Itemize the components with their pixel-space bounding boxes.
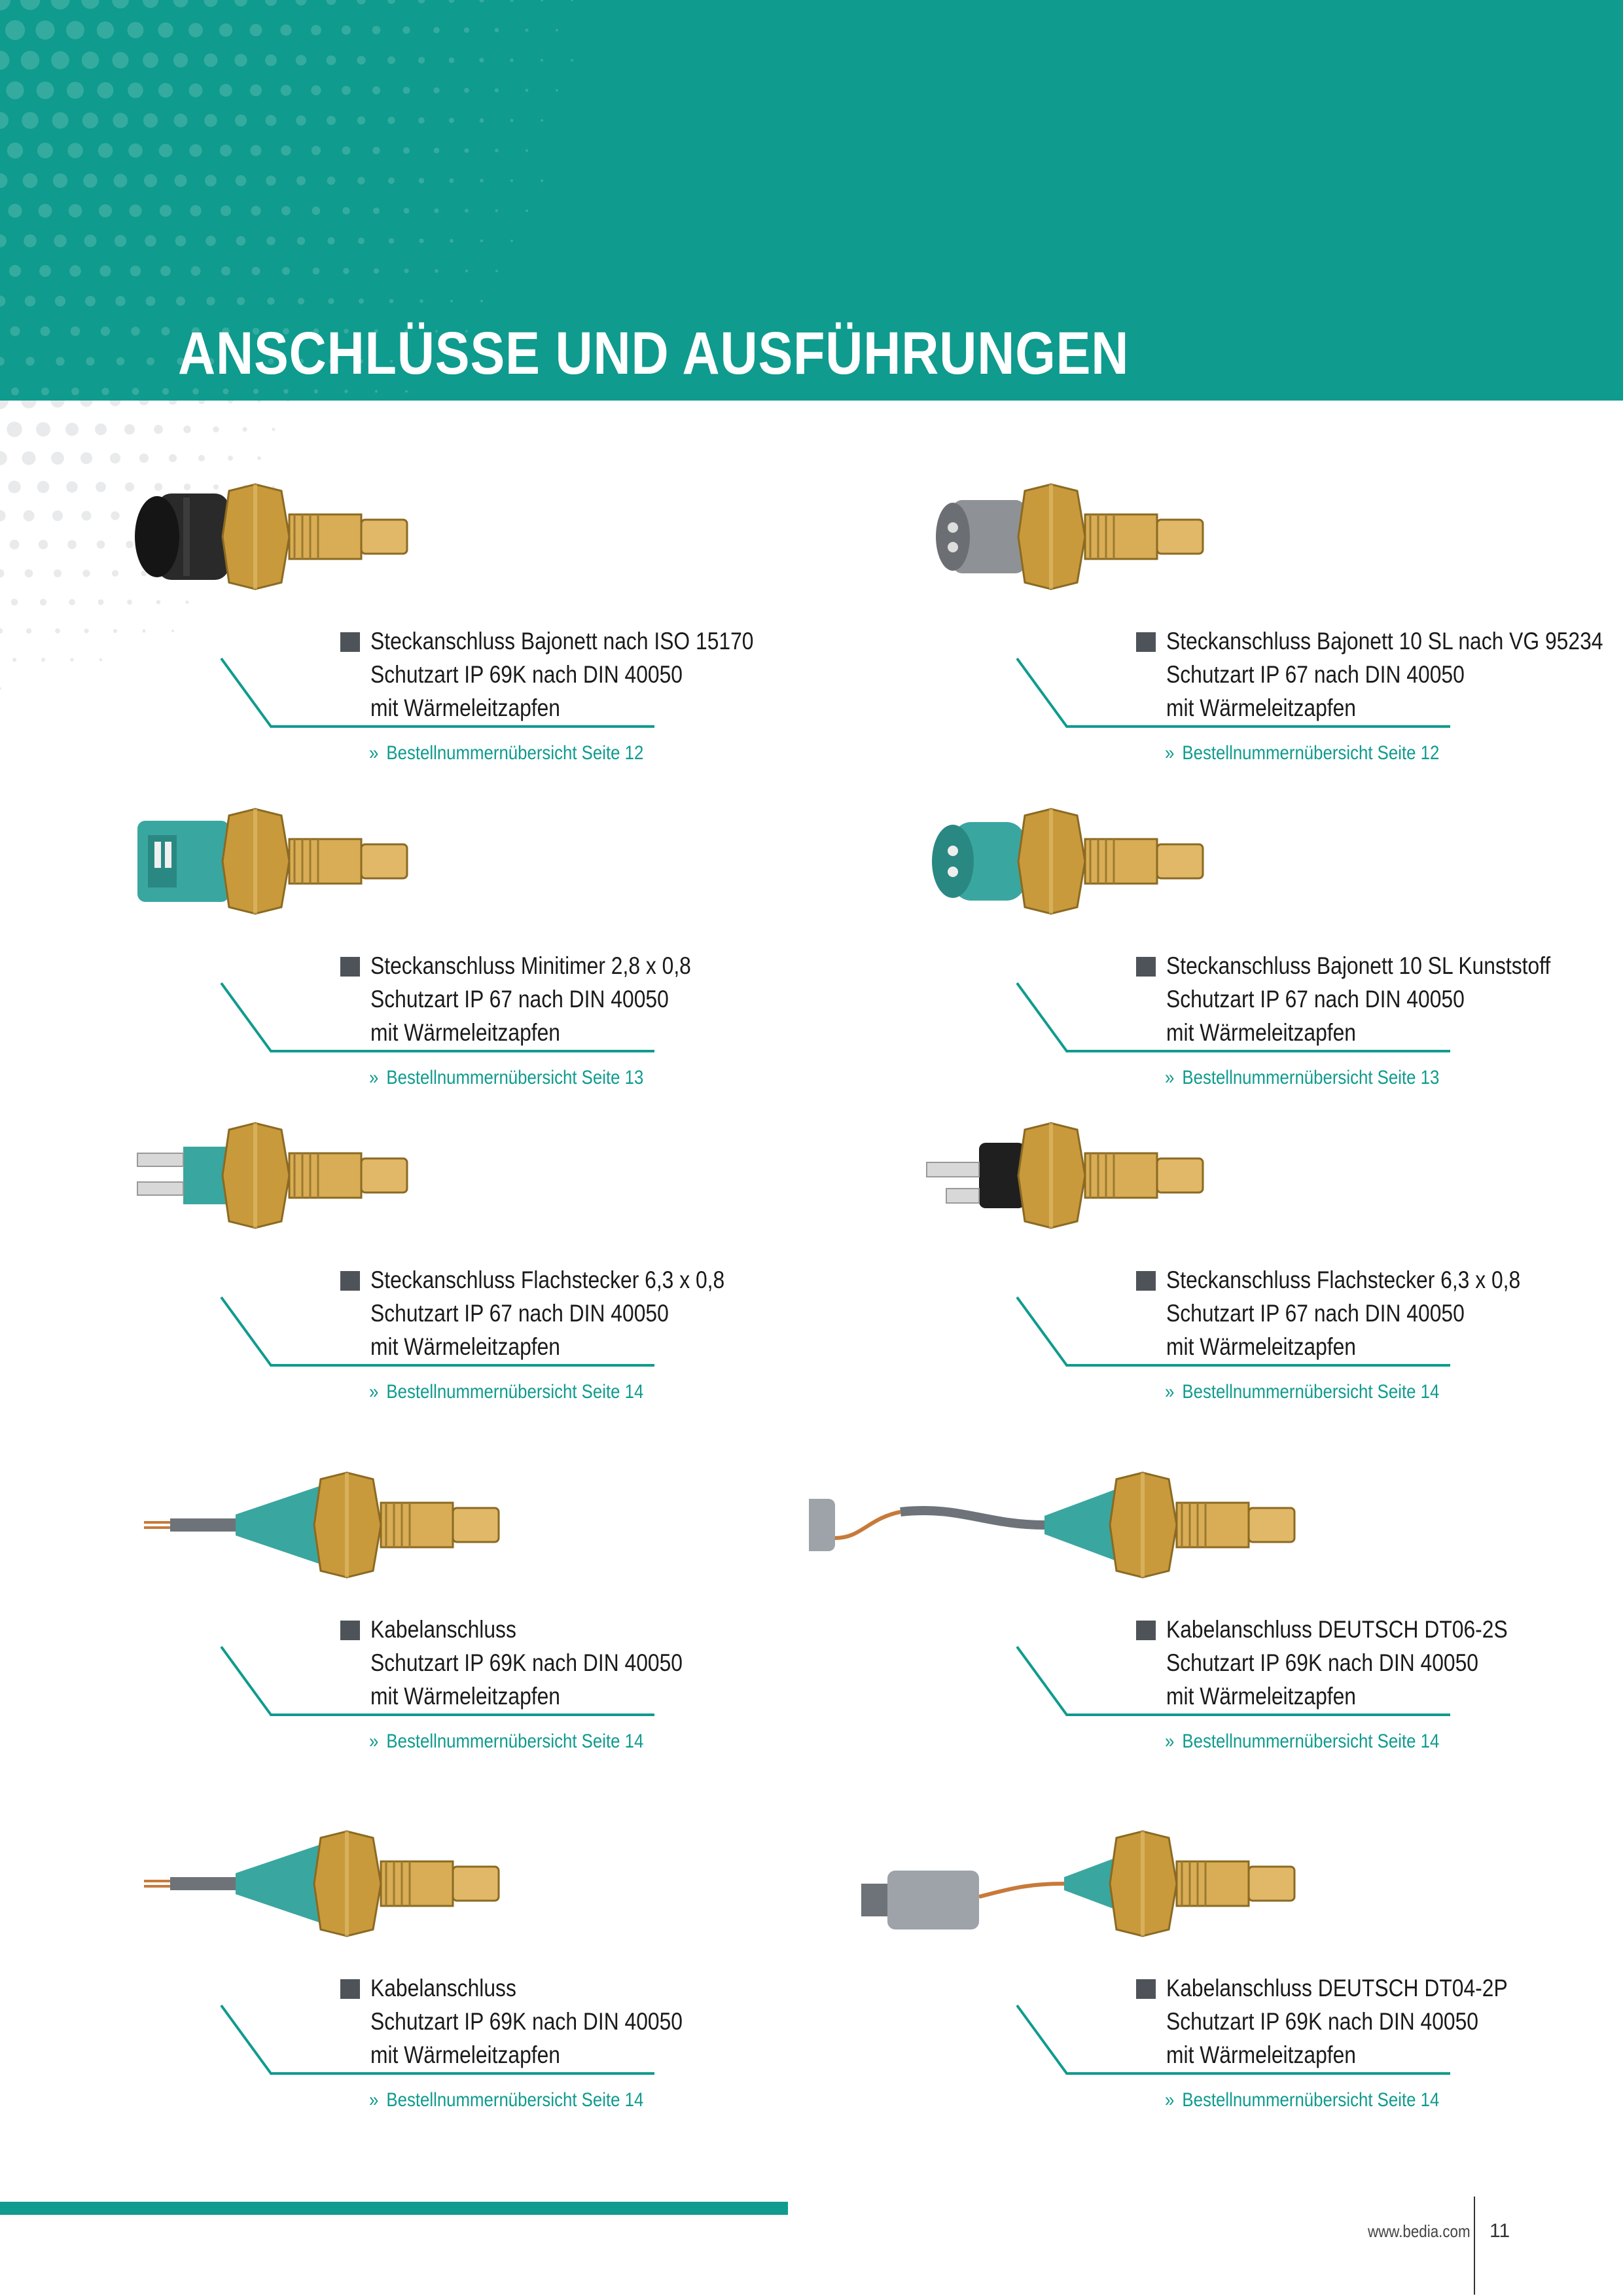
product-title: Kabelanschluss DEUTSCH DT06-2S [1166,1616,1508,1643]
pattern-dot [56,357,64,365]
product-spec-line: Schutzart IP 67 nach DIN 40050 [1166,661,1465,688]
product-description [1166,624,1603,725]
pattern-dot [242,427,247,431]
pattern-dot [70,658,73,661]
product-description [370,1613,683,1713]
pattern-dot [198,401,205,404]
pattern-dot [41,327,50,336]
product-photo [13,1090,510,1261]
pattern-dot [0,357,5,366]
product-description [370,624,754,725]
product-spec-line: Schutzart IP 67 nach DIN 40050 [370,986,669,1013]
order-number-link-label: Bestellnummernübersicht Seite 14 [386,2089,644,2111]
product-photo [809,776,1306,946]
order-number-link[interactable] [369,2089,643,2111]
brass-hex-body [1018,809,1203,914]
brass-hex-body [1110,1831,1294,1936]
page-title: ANSCHLÜSSE UND AUSFÜHRUNGEN [178,320,1130,387]
chevron-right-icon: » [369,1067,379,1088]
order-number-link[interactable] [1165,742,1439,764]
bullet-square [1136,957,1156,977]
footer-url[interactable]: www.bedia.com [1368,2221,1471,2241]
teal-minitimer-plug [137,821,229,902]
order-number-link-label: Bestellnummernübersicht Seite 14 [386,1381,644,1403]
product-title: Steckanschluss Bajonett nach ISO 15170 [370,628,754,655]
pattern-dot [213,426,219,432]
product-description [1166,1613,1508,1713]
product-spec-line: mit Wärmeleitzapfen [370,1019,561,1046]
pattern-dot [171,630,174,632]
product-spec-line: mit Wärmeleitzapfen [1166,1019,1357,1046]
product-photo [13,776,510,946]
product-photo [809,1799,1306,1969]
pattern-dot [272,428,276,431]
chevron-right-icon: » [1165,2089,1175,2111]
product-photo [809,1090,1306,1261]
order-number-link-label: Bestellnummernübersicht Seite 14 [1182,1731,1440,1752]
pattern-dot [0,687,1,690]
product-title: Steckanschluss Bajonett 10 SL nach VG 95234 [1166,628,1603,655]
pattern-dot [183,425,191,433]
teal-cable-sleeve [144,1844,321,1923]
pattern-dot [192,388,199,395]
brass-hex-body [223,484,407,589]
pattern-dot [71,327,80,336]
bullet-square [1136,1979,1156,1999]
product-title: Steckanschluss Minitimer 2,8 x 0,8 [370,952,691,979]
pattern-dot [86,357,94,365]
chevron-right-icon: » [1165,1731,1175,1752]
brass-hex-body [1018,484,1203,589]
product-title: Steckanschluss Flachstecker 6,3 x 0,8 [370,1266,725,1293]
product-spec-line: mit Wärmeleitzapfen [1166,1333,1357,1360]
product-spec-line: Schutzart IP 69K nach DIN 40050 [1166,1649,1479,1676]
product-title: Kabelanschluss DEUTSCH DT04-2P [1166,1975,1508,2001]
order-number-link[interactable] [1165,1381,1439,1403]
pattern-dot [314,389,318,393]
order-number-link-label: Bestellnummernübersicht Seite 12 [386,742,644,764]
chevron-right-icon: » [369,1731,379,1752]
chevron-right-icon: » [1165,1381,1175,1403]
black-bayonet-plug [135,493,229,580]
pattern-dot [0,401,9,409]
order-number-link[interactable] [369,1731,643,1753]
bullet-square [340,957,360,977]
brass-hex-body [223,809,407,914]
brass-hex-body [314,1473,499,1577]
chevron-right-icon: » [369,1381,379,1403]
pattern-dot [283,389,288,393]
pattern-dot [71,387,79,395]
pattern-dot [109,401,120,406]
product-spec-line: Schutzart IP 69K nach DIN 40050 [370,1649,683,1676]
pattern-dot [161,327,169,335]
product-spec-line: Schutzart IP 67 nach DIN 40050 [370,1300,669,1327]
brass-hex-body [314,1831,499,1936]
pattern-dot [169,401,177,404]
pattern-dot [154,425,163,434]
product-spec-line: Schutzart IP 69K nach DIN 40050 [370,2008,683,2035]
order-number-link-label: Bestellnummernübersicht Seite 14 [386,1731,644,1752]
pattern-dot [0,628,3,634]
pattern-dot [405,390,408,393]
pattern-dot [116,357,125,366]
pattern-dot [139,401,149,406]
pattern-dot [113,629,117,633]
pattern-dot [26,628,31,634]
product-spec-line: mit Wärmeleitzapfen [1166,694,1357,721]
product-title: Steckanschluss Bajonett 10 SL Kunststoff [1166,952,1551,979]
product-spec-line: mit Wärmeleitzapfen [1166,2041,1357,2068]
pattern-dot [36,422,50,437]
pattern-dot [101,327,110,336]
order-number-link[interactable] [1165,2089,1439,2111]
product-spec-line: mit Wärmeleitzapfen [370,1333,561,1360]
pattern-dot [132,388,139,395]
product-photo [13,1799,510,1969]
order-number-link-label: Bestellnummernübersicht Seite 14 [1182,2089,1440,2111]
pattern-dot [50,401,65,408]
product-photo [809,1440,1306,1610]
product-spec-line: Schutzart IP 67 nach DIN 40050 [1166,986,1465,1013]
teal-cable-sleeve [144,1486,321,1564]
flat-blade-plug [927,1143,1025,1208]
product-spec-line: Schutzart IP 69K nach DIN 40050 [1166,2008,1479,2035]
pattern-dot [223,389,229,395]
product-title: Steckanschluss Flachstecker 6,3 x 0,8 [1166,1266,1521,1293]
pattern-dot [344,389,348,393]
pattern-dot [84,628,88,633]
pattern-dot [162,388,169,395]
product-spec-line: mit Wärmeleitzapfen [370,2041,561,2068]
product-description [1166,1263,1520,1363]
grey-bayonet-plug [936,500,1025,573]
pattern-dot [0,569,4,578]
pattern-dot [11,387,19,395]
pattern-dot [21,401,37,408]
product-description [1166,1971,1508,2072]
product-spec-line: Schutzart IP 69K nach DIN 40050 [370,661,683,688]
pattern-dot [7,422,22,437]
pattern-dot [101,387,109,395]
chevron-right-icon: » [1165,1067,1175,1088]
pattern-dot [228,401,233,403]
bullet-square [340,1621,360,1640]
order-number-link[interactable] [1165,1731,1439,1753]
order-number-link-label: Bestellnummernübersicht Seite 13 [386,1067,644,1088]
bullet-square [1136,632,1156,652]
pattern-dot [99,658,103,662]
order-number-link-label: Bestellnummernübersicht Seite 13 [1182,1067,1440,1088]
product-description [370,1971,683,2072]
pattern-dot [124,424,135,435]
product-description [1166,949,1550,1049]
pattern-dot [55,628,60,634]
product-title: Kabelanschluss [370,1975,516,2001]
pattern-dot [80,401,92,407]
product-spec-line: mit Wärmeleitzapfen [370,1683,561,1710]
pattern-dot [287,401,289,402]
chevron-right-icon: » [1165,742,1175,764]
pattern-dot [142,629,145,632]
pattern-dot [253,389,259,394]
product-photo [13,1440,510,1610]
pattern-dot [0,510,6,521]
flat-blade-plug [137,1147,229,1204]
product-spec-line: Schutzart IP 67 nach DIN 40050 [1166,1300,1465,1327]
pattern-dot [375,390,378,393]
order-number-link[interactable] [369,1067,643,1089]
teal-bayonet-plug [932,822,1025,901]
product-spec-line: mit Wärmeleitzapfen [370,694,561,721]
bullet-square [340,1271,360,1291]
footer-divider [1474,2197,1475,2295]
pattern-dot [147,357,154,365]
bullet-square [340,632,360,652]
pattern-dot [257,401,261,403]
footer-accent-bar [0,2202,788,2215]
pattern-dot [41,658,45,662]
pattern-dot [131,327,140,336]
product-description [370,949,691,1049]
chevron-right-icon: » [369,742,379,764]
pattern-dot [0,451,7,465]
order-number-link[interactable] [369,1381,643,1403]
deutsch-dt04-plug [861,1857,1116,1929]
pattern-dot [12,658,16,662]
pattern-dot [41,387,49,395]
pattern-dot [26,357,35,366]
product-description [370,1263,724,1363]
brass-hex-body [1110,1473,1294,1577]
product-spec-line: mit Wärmeleitzapfen [1166,1683,1357,1710]
order-number-link[interactable] [1165,1067,1439,1089]
chevron-right-icon: » [369,2089,379,2111]
product-title: Kabelanschluss [370,1616,516,1643]
deutsch-dt06-plug [809,1489,1116,1561]
order-number-link-label: Bestellnummernübersicht Seite 12 [1182,742,1440,764]
bullet-square [1136,1621,1156,1640]
page-number: 11 [1489,2220,1510,2242]
pattern-dot [95,423,107,435]
bullet-square [340,1979,360,1999]
brass-hex-body [223,1123,407,1228]
brass-hex-body [1018,1123,1203,1228]
product-photo [809,452,1306,622]
bullet-square [1136,1271,1156,1291]
pattern-dot [10,326,20,336]
order-number-link[interactable] [369,742,643,764]
order-number-link-label: Bestellnummernübersicht Seite 14 [1182,1381,1440,1403]
product-photo [13,452,510,622]
pattern-dot [65,423,79,436]
